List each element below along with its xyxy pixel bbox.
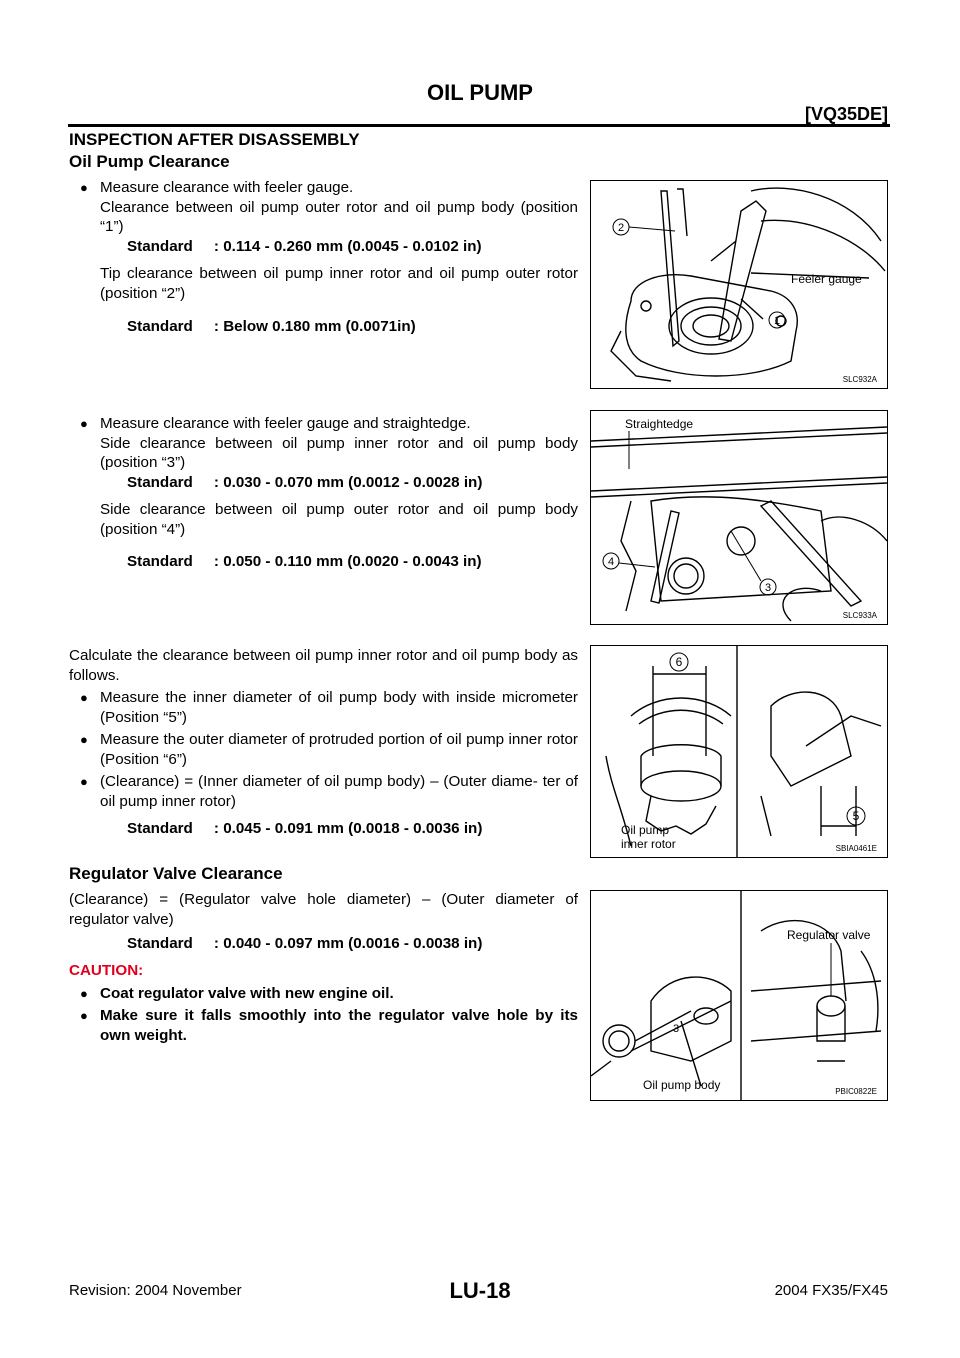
figure-id: SLC933A — [842, 611, 877, 620]
spec-inner-rotor: Standard : 0.045 - 0.091 mm (0.0018 - 0.0036 in) — [127, 820, 483, 837]
figure-id: SBIA0461E — [835, 844, 877, 853]
text-tip-clearance: Tip clearance between oil pump inner rotor and oil pump outer rotor (position “2”) — [100, 265, 578, 302]
spec-side-inner: Standard : 0.030 - 0.070 mm (0.0012 - 0.0028 in) — [127, 474, 483, 491]
inner-rotor-illustration — [591, 646, 887, 857]
label-oil-pump: Oil pump — [621, 823, 670, 837]
subsection-oil-pump-clearance: Oil Pump Clearance — [69, 152, 230, 171]
header-rule — [68, 124, 890, 127]
bullet-icon: ● — [80, 774, 88, 789]
figure-straightedge — [590, 410, 888, 625]
figure-id: PBIC0822E — [835, 1087, 877, 1096]
bullet-icon: ● — [80, 690, 88, 705]
callout-6: 6 — [675, 655, 683, 669]
label-straightedge: Straightedge — [625, 417, 694, 431]
calc-intro: Calculate the clearance between oil pump inner rotor and oil pump body as follows. — [69, 647, 578, 684]
figure-regulator-valve — [590, 890, 888, 1101]
spec-regulator: Standard : 0.040 - 0.097 mm (0.0016 - 0.0038 in) — [127, 935, 483, 952]
footer-revision: Revision: 2004 November — [69, 1282, 242, 1299]
callout-4: 4 — [607, 556, 615, 568]
bullet-straightedge — [80, 414, 578, 473]
page-number: LU-18 — [449, 1278, 511, 1303]
stamp-3: 3 — [673, 1023, 680, 1035]
caution-item-2: ● Make sure it falls smoothly into the regulator valve hole by its own weight. — [80, 1007, 578, 1044]
label-oil-pump-body: Oil pump body — [643, 1078, 721, 1092]
bullet-feeler-gauge — [80, 178, 578, 237]
callout-2: 2 — [617, 222, 625, 234]
feeler-gauge-illustration — [591, 181, 887, 388]
bullet-text: Side clearance between oil pump inner rotor and oil pump body (position “3”) — [100, 434, 578, 471]
figure-id: SLC932A — [842, 375, 877, 384]
spec-outer-rotor: Standard : 0.114 - 0.260 mm (0.0045 - 0.0102 in) — [127, 238, 482, 255]
caution-label: CAUTION: — [69, 962, 144, 979]
figure-feeler-gauge — [590, 180, 888, 389]
page-title: OIL PUMP — [427, 80, 533, 105]
callout-3: 3 — [764, 582, 772, 594]
straightedge-illustration — [591, 411, 887, 624]
callout-1: 1 — [773, 315, 781, 327]
bullet-icon: ● — [80, 1008, 88, 1023]
calc-item-2: ● Measure the outer diameter of protruded portion of oil pump inner rotor (Position “6”) — [80, 731, 578, 768]
spec-tip-clearance: Standard : Below 0.180 mm (0.0071in) — [127, 318, 416, 335]
bullet-icon: ● — [80, 416, 88, 431]
caution-item-1: ● Coat regulator valve with new engine oil. — [80, 985, 394, 1002]
text-side-outer: Side clearance between oil pump outer rotor and oil pump body (position “4”) — [100, 501, 578, 538]
calc-item-1: ● Measure the inner diameter of oil pump body with inside micrometer (Position “5”) — [80, 689, 578, 726]
bullet-icon: ● — [80, 986, 88, 1001]
regulator-text: (Clearance) = (Regulator valve hole diameter) – (Outer diameter of regulator valve) — [69, 891, 578, 928]
bullet-icon: ● — [80, 732, 88, 747]
calc-item-3: ● (Clearance) = (Inner diameter of oil pump body) – (Outer diame- ter of oil pump inner rotor) — [80, 773, 578, 810]
subsection-regulator-valve: Regulator Valve Clearance — [69, 864, 283, 883]
bullet-lead: Measure clearance with feeler gauge. — [100, 179, 354, 196]
section-title: INSPECTION AFTER DISASSEMBLY — [69, 130, 360, 149]
bullet-text: Clearance between oil pump outer rotor and oil pump body (position “1”) — [100, 198, 578, 235]
spec-side-outer: Standard : 0.050 - 0.110 mm (0.0020 - 0.0043 in) — [127, 553, 482, 570]
bullet-lead: Measure clearance with feeler gauge and straightedge. — [100, 415, 471, 432]
regulator-valve-illustration — [591, 891, 887, 1100]
label-feeler-gauge: Feeler gauge — [791, 272, 862, 286]
bullet-icon: ● — [80, 180, 88, 195]
callout-5: 5 — [852, 809, 860, 823]
engine-code: [VQ35DE] — [804, 104, 888, 124]
label-regulator-valve: Regulator valve — [787, 928, 871, 942]
footer-model: 2004 FX35/FX45 — [774, 1282, 888, 1299]
label-inner-rotor: inner rotor — [621, 837, 676, 851]
figure-inner-rotor — [590, 645, 888, 858]
